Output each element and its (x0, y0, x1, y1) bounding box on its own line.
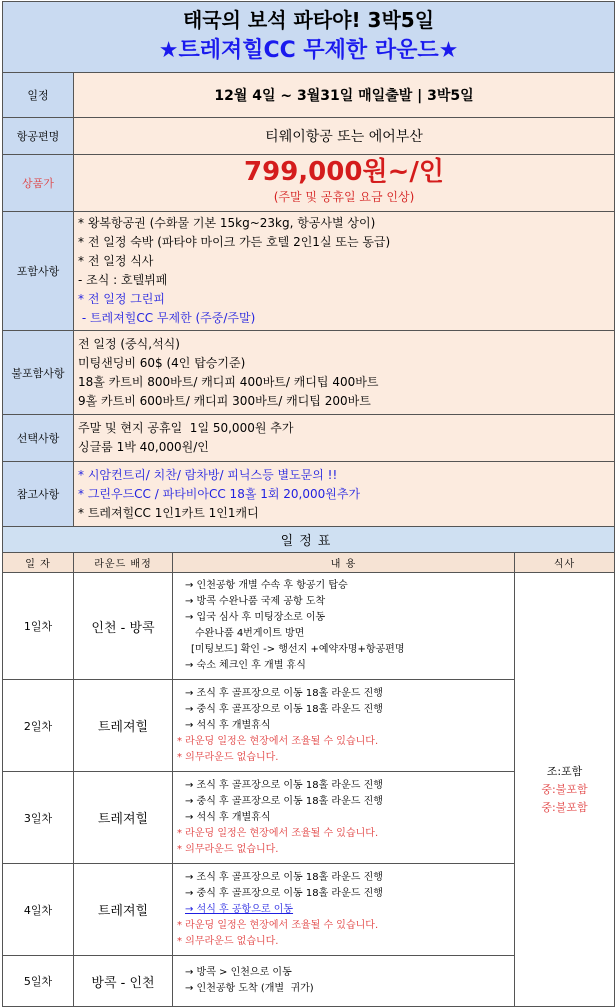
content-line: 수완나품 4번게이트 방면 (195, 628, 305, 639)
excluded-list (74, 331, 615, 415)
content-line: → 조식 후 골프장으로 이동 18홀 라운드 진행 (185, 871, 383, 883)
day-label: 2일차 (3, 680, 74, 772)
content-line: → 조식 후 골프장으로 이동 18홀 라운드 진행 (185, 779, 383, 791)
price-note: (주말 및 공휴일 요금 인상) (273, 190, 415, 204)
excluded-label: 불포함사항 (3, 331, 74, 415)
tour-document (2, 1, 614, 1004)
price-cell (74, 155, 615, 212)
schedule-value: 12월 4일 ~ 3월31일 매일출발 | 3박5일 (74, 73, 615, 118)
content-line: * 라운딩 일정은 현장에서 조율될 수 있습니다. (177, 827, 379, 839)
content-line: → 숙소 체크인 후 개별 휴식 (185, 660, 306, 671)
round-assignment: 인천 - 방콕 (74, 573, 173, 680)
title-cell (3, 2, 615, 73)
optional-row (3, 415, 615, 462)
meal-dinner: 중:불포함 (541, 800, 588, 814)
included-list (74, 212, 615, 331)
content-line: * 라운딩 일정은 현장에서 조율될 수 있습니다. (177, 919, 379, 931)
title-row (3, 2, 615, 73)
included-label: 포함사항 (3, 212, 74, 331)
round-assignment: 트레져힐 (74, 772, 173, 864)
schedule-row (3, 73, 615, 118)
content-line: * 의무라운드 없습니다. (177, 843, 279, 855)
meal-breakfast: 조:포함 (546, 764, 583, 778)
airline-value: 티웨이항공 또는 에어부산 (74, 118, 615, 155)
day-content (173, 772, 515, 864)
content-line: → 입국 심사 후 미팅장소로 이동 (185, 612, 326, 623)
notes-item: * 그린우드CC / 파타비아CC 18홀 1회 20,000원추가 (78, 486, 361, 501)
content-line: → 방콕 > 인천으로 이동 (185, 967, 292, 978)
notes-item: * 시암컨트리/ 치찬/ 람차방/ 피닉스등 별도문의 !! (78, 467, 338, 482)
excluded-row (3, 331, 615, 415)
schedule-title-row (3, 527, 615, 553)
day-label: 3일차 (3, 772, 74, 864)
day-content (173, 864, 515, 956)
day-label: 5일차 (3, 956, 74, 1007)
schedule-table-title: 일정표 (3, 527, 615, 553)
optional-list (74, 415, 615, 462)
included-item: * 전 일정 식사 (78, 254, 154, 268)
content-line: → 방콕 수완나품 국제 공항 도착 (185, 596, 326, 607)
day-row (3, 573, 615, 680)
notes-row (3, 462, 615, 527)
notes-label: 참고사항 (3, 462, 74, 527)
content-line: → 중식 후 골프장으로 이동 18홀 라운드 진행 (185, 703, 383, 715)
day-label: 1일차 (3, 573, 74, 680)
airline-label: 항공편명 (3, 118, 74, 155)
tour-table (2, 1, 615, 1007)
price-row (3, 155, 615, 212)
excluded-item: 미팅샌딩비 60$ (4인 탑승기준) (78, 355, 246, 370)
col-header-round: 라운드 배정 (74, 553, 173, 573)
day-content (173, 573, 515, 680)
excluded-item: 18홀 카트비 800바트/ 캐디피 400바트/ 캐디팁 400바트 (78, 374, 379, 389)
content-line: * 의무라운드 없습니다. (177, 751, 279, 763)
included-item: - 조식 : 호텔뷔페 (78, 273, 168, 287)
round-assignment: 트레져힐 (74, 864, 173, 956)
col-header-content: 내 용 (173, 553, 515, 573)
notes-item: * 트레져힐CC 1인1카트 1인1캐디 (78, 505, 259, 520)
content-line: → 인천공항 도착 (개별 귀가) (185, 983, 314, 994)
round-assignment: 방콕 - 인천 (74, 956, 173, 1007)
included-item: * 전 일정 그린피 (78, 292, 165, 306)
content-line: → 중식 후 골프장으로 이동 18홀 라운드 진행 (185, 795, 383, 807)
product-subtitle: ★트레져힐CC 무제한 라운드★ (158, 38, 459, 63)
meal-cell (515, 573, 615, 1007)
content-line: → 석식 후 개별휴식 (185, 811, 271, 823)
content-line: → 인천공항 개별 수속 후 항공기 탑승 (185, 580, 348, 591)
included-item: * 왕복항공권 (수화물 기본 15kg~23kg, 항공사별 상이) (78, 216, 376, 230)
meal-lunch: 중:불포함 (541, 782, 588, 796)
content-line: → 석식 후 개별휴식 (185, 719, 271, 731)
day-content (173, 680, 515, 772)
optional-item: 싱글룸 1박 40,000원/인 (78, 440, 209, 454)
schedule-label: 일정 (3, 73, 74, 118)
content-line: → 조식 후 골프장으로 이동 18홀 라운드 진행 (185, 687, 383, 699)
included-item: - 트레져힐CC 무제한 (주중/주말) (78, 311, 256, 325)
excluded-item: 9홀 카트비 600바트/ 캐디피 300바트/ 캐디팁 200바트 (78, 393, 371, 408)
round-assignment: 트레져힐 (74, 680, 173, 772)
content-line: → 중식 후 골프장으로 이동 18홀 라운드 진행 (185, 887, 383, 899)
day-label: 4일차 (3, 864, 74, 956)
notes-list (74, 462, 615, 527)
optional-item: 주말 및 현지 공휴일 1일 50,000원 추가 (78, 421, 294, 435)
price-label: 상품가 (3, 155, 74, 212)
content-line: [미팅보드] 확인 -> 행선지 +예약자명+항공편명 (191, 644, 405, 655)
day-content (173, 956, 515, 1007)
optional-label: 선택사항 (3, 415, 74, 462)
airline-row (3, 118, 615, 155)
content-line: * 의무라운드 없습니다. (177, 935, 279, 947)
col-header-day: 일 자 (3, 553, 74, 573)
content-line: * 라운딩 일정은 현장에서 조율될 수 있습니다. (177, 735, 379, 747)
excluded-item: 전 일정 (중식,석식) (78, 336, 180, 351)
included-item: * 전 일정 숙박 (파타야 마이크 가든 호텔 2인1실 또는 동급) (78, 235, 391, 249)
product-title: 태국의 보석 파타야! 3박5일 (182, 8, 435, 32)
schedule-header-row (3, 553, 615, 573)
price-value: 799,000원~/인 (244, 157, 444, 187)
included-row (3, 212, 615, 331)
col-header-meal: 식사 (515, 553, 615, 573)
content-line: → 석식 후 공항으로 이동 (185, 903, 294, 915)
